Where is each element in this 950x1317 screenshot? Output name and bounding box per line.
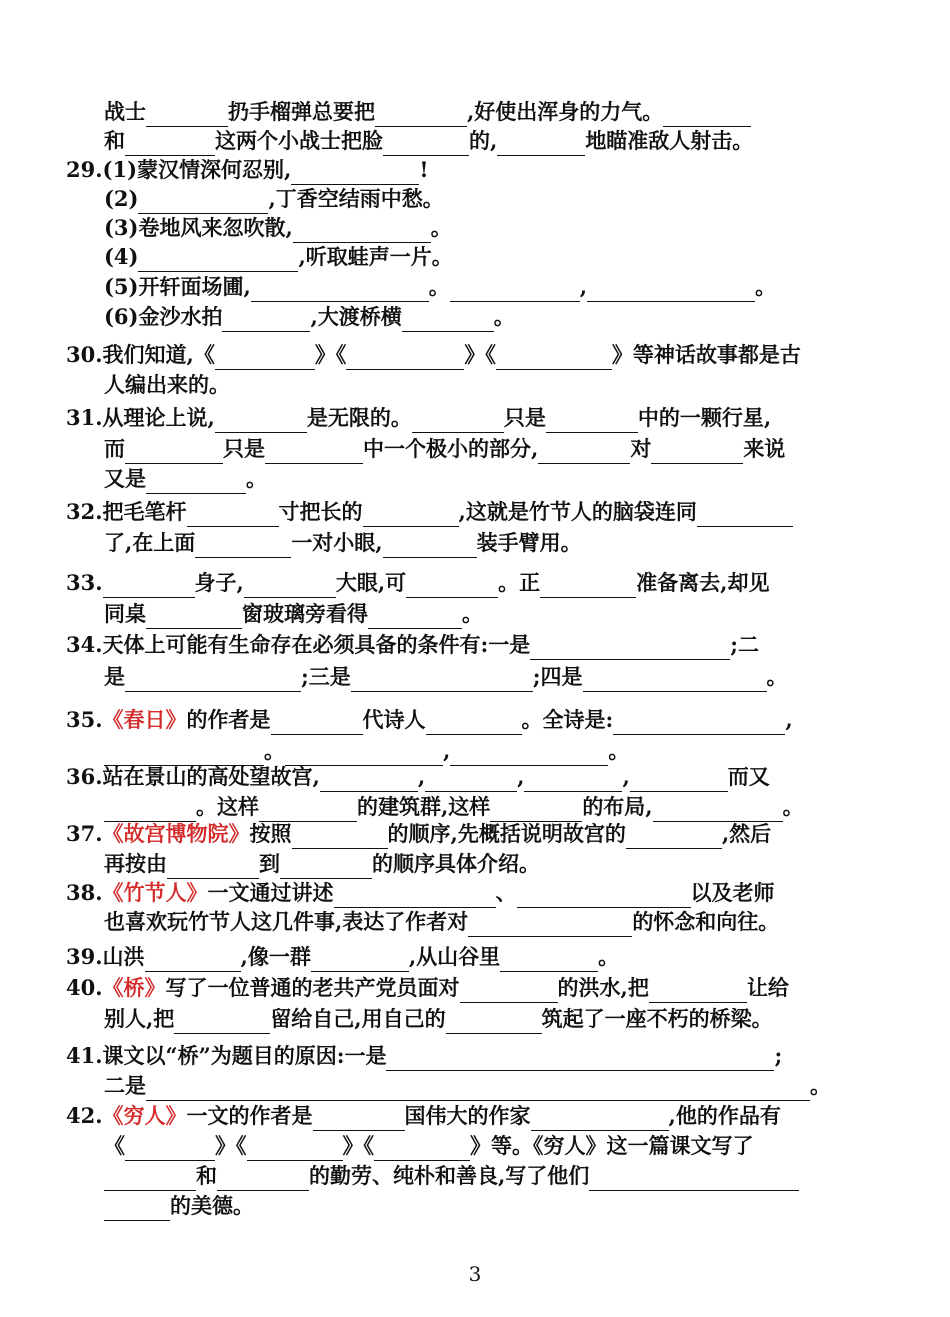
text-segment: 这两个小战士把脸 [215, 128, 383, 153]
text-segment: 》《 [215, 1133, 247, 1158]
text-segment: 的顺序,先概括说明故宫的 [387, 821, 626, 846]
text-line [66, 705, 793, 735]
text-segment: 。正 [498, 570, 541, 595]
text-segment: 同桌 [104, 601, 146, 626]
blank-underline[interactable] [468, 914, 632, 937]
highlighted-title: 《桥》 [102, 975, 166, 1000]
blank-underline[interactable] [167, 856, 259, 879]
text-line [104, 849, 540, 879]
text-segment: 大眼,可 [335, 570, 407, 595]
blank-underline[interactable] [138, 191, 268, 214]
blank-underline[interactable] [538, 441, 630, 464]
blank-underline[interactable] [540, 575, 636, 598]
text-segment: 战士 [104, 99, 146, 124]
text-segment: 筑起了一座不朽的桥梁。 [541, 1006, 773, 1031]
text-segment: 准备离去,却见 [636, 570, 770, 595]
text-segment: 38. [66, 880, 103, 905]
text-segment: 按照 [249, 821, 292, 846]
blank-underline[interactable] [104, 1168, 196, 1191]
text-segment: ;四是 [532, 664, 583, 689]
text-segment: 人编出来的。 [104, 372, 230, 397]
text-line [104, 302, 515, 332]
text-segment: 再按由 [104, 851, 167, 876]
blank-underline[interactable] [217, 1168, 309, 1191]
text-segment: , [417, 764, 426, 789]
text-segment: 》等。《穷人》这一篇课文写了 [470, 1133, 754, 1158]
blank-underline[interactable] [187, 504, 279, 527]
text-segment: 来说 [743, 436, 786, 461]
text-segment: ,大渡桥横 [310, 304, 402, 329]
blank-underline[interactable] [265, 441, 363, 464]
text-segment: 中一个极小的部分, [363, 436, 539, 461]
text-segment: 。 [246, 466, 267, 491]
text-segment: ,听取蛙声一片。 [298, 244, 453, 269]
blank-underline[interactable] [291, 162, 419, 185]
blank-underline[interactable] [587, 279, 755, 302]
blank-underline[interactable] [406, 575, 498, 598]
blank-underline[interactable] [125, 133, 215, 156]
text-segment: ,从山谷里 [408, 944, 501, 969]
blank-underline[interactable] [446, 1011, 542, 1034]
text-segment: ,好使出浑身的力气。 [467, 99, 664, 124]
text-segment: 身子, [194, 570, 244, 595]
text-segment: 只是 [503, 405, 546, 430]
text-line [104, 434, 785, 464]
blank-underline[interactable] [626, 826, 722, 849]
text-line [104, 464, 267, 494]
blank-underline[interactable] [374, 1138, 470, 1161]
text-segment: 了,在上面 [104, 530, 196, 555]
text-segment: 。 [608, 738, 630, 763]
text-line [104, 272, 776, 302]
text-line [66, 973, 789, 1003]
text-segment: 。全诗是: [521, 707, 614, 732]
text-segment: 一文通过讲述 [207, 880, 334, 905]
text-line [104, 126, 753, 156]
text-segment: 到 [259, 851, 280, 876]
text-segment: 的怀念和向往。 [632, 909, 780, 934]
text-segment: (5)开轩面场圃, [104, 274, 251, 299]
text-line [104, 662, 788, 692]
text-line [104, 1004, 773, 1034]
text-segment: 。 [428, 274, 450, 299]
text-segment: 29.(1)蒙汉情深何忍别, [66, 157, 292, 182]
text-segment: , [443, 738, 451, 763]
text-segment: 31.从理论上说, [66, 405, 215, 430]
blank-underline[interactable] [589, 1168, 799, 1191]
text-segment: 留给自己,用自己的 [270, 1006, 446, 1031]
blank-underline[interactable] [320, 769, 418, 792]
highlighted-title: 《穷人》 [102, 1103, 187, 1128]
blank-underline[interactable] [531, 1108, 669, 1131]
text-segment: 以及老师 [690, 880, 775, 905]
text-segment: 而又 [727, 764, 770, 789]
text-segment: 写了一位普通的老共产党员面对 [165, 975, 460, 1000]
blank-underline[interactable] [383, 535, 477, 558]
text-segment: 》《 [464, 342, 496, 367]
text-line [104, 184, 444, 214]
text-segment: ,然后 [721, 821, 772, 846]
blank-underline[interactable] [222, 309, 310, 332]
blank-underline[interactable] [244, 575, 336, 598]
text-segment: ,这就是竹节人的脑袋连同 [458, 499, 697, 524]
text-line [66, 497, 793, 527]
text-segment: 34.天体上可能有生命存在必须具备的条件有:一是 [66, 632, 531, 657]
text-line [104, 907, 779, 937]
blank-underline[interactable] [697, 504, 793, 527]
text-segment: 让给 [746, 975, 789, 1000]
text-line [66, 630, 759, 660]
blank-underline[interactable] [546, 410, 638, 433]
blank-underline[interactable] [247, 1138, 343, 1161]
text-line [66, 340, 801, 370]
blank-underline[interactable] [125, 669, 301, 692]
blank-underline[interactable] [103, 575, 195, 598]
blank-underline[interactable] [583, 669, 767, 692]
blank-underline[interactable] [351, 669, 533, 692]
text-segment: , [785, 707, 793, 732]
text-segment: 。 [598, 944, 620, 969]
blank-underline[interactable] [412, 410, 504, 433]
blank-underline[interactable] [251, 279, 429, 302]
blank-underline[interactable] [496, 347, 612, 370]
text-segment: 》《 [314, 342, 347, 367]
highlighted-title: 《故宫博物院》 [102, 821, 250, 846]
text-segment: 的布局, [582, 794, 653, 819]
blank-underline[interactable] [125, 1138, 215, 1161]
blank-underline[interactable] [293, 220, 431, 243]
text-line [66, 568, 769, 598]
text-segment: 33. [66, 570, 103, 595]
text-segment: (6)金沙水拍 [104, 304, 223, 329]
text-segment: 》等神话故事都是古 [611, 342, 801, 367]
highlighted-title: 《春日》 [102, 707, 187, 732]
text-segment: 和 [104, 128, 125, 153]
text-segment: (3)卷地风来忽吹散, [104, 215, 293, 240]
blank-underline[interactable] [383, 133, 469, 156]
blank-underline[interactable] [313, 1108, 405, 1131]
text-line [104, 1071, 831, 1101]
blank-underline[interactable] [146, 606, 242, 629]
blank-underline[interactable] [375, 104, 467, 127]
blank-underline[interactable] [426, 712, 522, 735]
text-segment: 也喜欢玩竹节人这几件事,表达了作者对 [104, 909, 469, 934]
text-segment: 39.山洪 [66, 944, 145, 969]
blank-underline[interactable] [104, 1198, 170, 1221]
text-segment: 中的一颗行星, [637, 405, 772, 430]
text-segment: ! [419, 157, 429, 182]
text-line [66, 155, 429, 185]
blank-underline[interactable] [425, 769, 517, 792]
blank-underline[interactable] [460, 980, 558, 1003]
blank-underline[interactable] [649, 980, 747, 1003]
blank-underline[interactable] [311, 949, 409, 972]
text-segment: ,丁香空结雨中愁。 [268, 186, 444, 211]
blank-underline[interactable] [146, 471, 246, 494]
blank-underline[interactable] [280, 856, 372, 879]
text-segment: 30.我们知道,《 [66, 342, 215, 367]
text-segment: 32.把毛笔杆 [66, 499, 187, 524]
blank-underline[interactable] [174, 1011, 270, 1034]
page-number: 3 [468, 1262, 482, 1286]
text-segment: ; [774, 1043, 783, 1068]
blank-underline[interactable] [651, 441, 743, 464]
blank-underline[interactable] [663, 104, 751, 127]
text-segment: , [517, 764, 525, 789]
text-segment: 是无限的。 [306, 405, 412, 430]
text-segment: 窗玻璃旁看得 [242, 601, 368, 626]
highlighted-title: 《竹节人》 [102, 880, 208, 905]
blank-underline[interactable] [524, 769, 622, 792]
blank-underline[interactable] [146, 1078, 810, 1101]
text-segment: 的建筑群,这样 [357, 794, 491, 819]
text-segment: 的洪水,把 [557, 975, 649, 1000]
text-segment: ;三是 [301, 664, 351, 689]
blank-underline[interactable] [195, 535, 291, 558]
text-segment: 36.站在景山的高处望故宫, [66, 764, 320, 789]
text-line [66, 1101, 781, 1131]
text-segment: , [622, 764, 630, 789]
text-line [66, 942, 619, 972]
blank-underline[interactable] [138, 249, 298, 272]
text-segment: 。 [766, 664, 788, 689]
text-segment: 别人,把 [104, 1006, 175, 1031]
text-segment: ;二 [730, 632, 760, 657]
blank-underline[interactable] [145, 949, 241, 972]
text-line [66, 403, 771, 433]
blank-underline[interactable] [530, 637, 730, 660]
blank-underline[interactable] [125, 441, 223, 464]
text-segment: 。 [430, 215, 452, 240]
text-segment: ,他的作品有 [668, 1103, 781, 1128]
text-segment: 的勤劳、纯朴和善良,写了他们 [309, 1163, 590, 1188]
text-line [104, 242, 453, 272]
blank-underline[interactable] [368, 606, 462, 629]
blank-underline[interactable] [386, 1048, 774, 1071]
text-segment: 41.课文以“桥”为题目的原因:一是 [66, 1043, 387, 1068]
text-segment: 。 [264, 738, 285, 763]
text-segment: 地瞄准敌人射击。 [585, 128, 754, 153]
text-line [104, 97, 751, 127]
text-segment: 扔手榴弹总要把 [228, 99, 375, 124]
text-segment: 、 [495, 880, 517, 905]
text-line [66, 1041, 782, 1071]
text-segment: 是 [104, 664, 125, 689]
text-segment: 》《 [342, 1133, 374, 1158]
text-line [104, 599, 483, 629]
text-segment: ,像一群 [240, 944, 311, 969]
text-segment: 。这样 [196, 794, 259, 819]
text-line [104, 370, 230, 400]
text-segment: 。 [493, 304, 515, 329]
blank-underline[interactable] [613, 712, 785, 735]
text-line [104, 1161, 799, 1191]
text-segment: 40. [66, 975, 103, 1000]
text-segment: 35. [66, 707, 103, 732]
text-segment: 。 [782, 794, 804, 819]
text-segment: 。 [755, 274, 777, 299]
blank-underline[interactable] [215, 347, 315, 370]
text-segment: 的美德。 [170, 1193, 254, 1218]
text-segment: 一对小眼, [291, 530, 383, 555]
text-segment: , [579, 274, 588, 299]
text-segment: 又是 [104, 466, 146, 491]
text-segment: (4) [104, 244, 139, 269]
text-segment: 37. [66, 821, 103, 846]
text-segment: 的作者是 [186, 707, 271, 732]
text-segment: 二是 [104, 1073, 146, 1098]
text-line [104, 1191, 254, 1221]
blank-underline[interactable] [363, 504, 459, 527]
blank-underline[interactable] [292, 826, 388, 849]
blank-underline[interactable] [517, 885, 691, 908]
text-line [104, 1131, 754, 1161]
blank-underline[interactable] [334, 885, 496, 908]
text-segment: 《 [104, 1133, 125, 1158]
text-segment: 寸把长的 [278, 499, 363, 524]
text-segment: 一文的作者是 [186, 1103, 313, 1128]
blank-underline[interactable] [346, 347, 464, 370]
text-segment: (2) [104, 186, 139, 211]
text-segment: 国伟大的作家 [404, 1103, 531, 1128]
blank-underline[interactable] [146, 104, 228, 127]
text-line [66, 878, 775, 908]
blank-underline[interactable] [450, 279, 580, 302]
text-segment: 。 [810, 1073, 831, 1098]
text-line [66, 762, 770, 792]
text-segment: 的, [469, 128, 498, 153]
text-line [104, 213, 452, 243]
text-segment: 装手臂用。 [476, 530, 582, 555]
text-segment: 。 [462, 601, 483, 626]
blank-underline[interactable] [630, 769, 728, 792]
blank-underline[interactable] [215, 410, 307, 433]
text-segment: 代诗人 [362, 707, 426, 732]
text-segment: 对 [630, 436, 652, 461]
text-segment: 和 [196, 1163, 217, 1188]
blank-underline[interactable] [402, 309, 494, 332]
text-segment: 42. [66, 1103, 103, 1128]
text-segment: 只是 [223, 436, 265, 461]
blank-underline[interactable] [500, 949, 598, 972]
blank-underline[interactable] [497, 133, 585, 156]
text-line [66, 819, 771, 849]
text-line [104, 792, 804, 822]
text-line [104, 528, 582, 558]
text-segment: 而 [104, 436, 125, 461]
blank-underline[interactable] [271, 712, 363, 735]
text-segment: 的顺序具体介绍。 [372, 851, 540, 876]
